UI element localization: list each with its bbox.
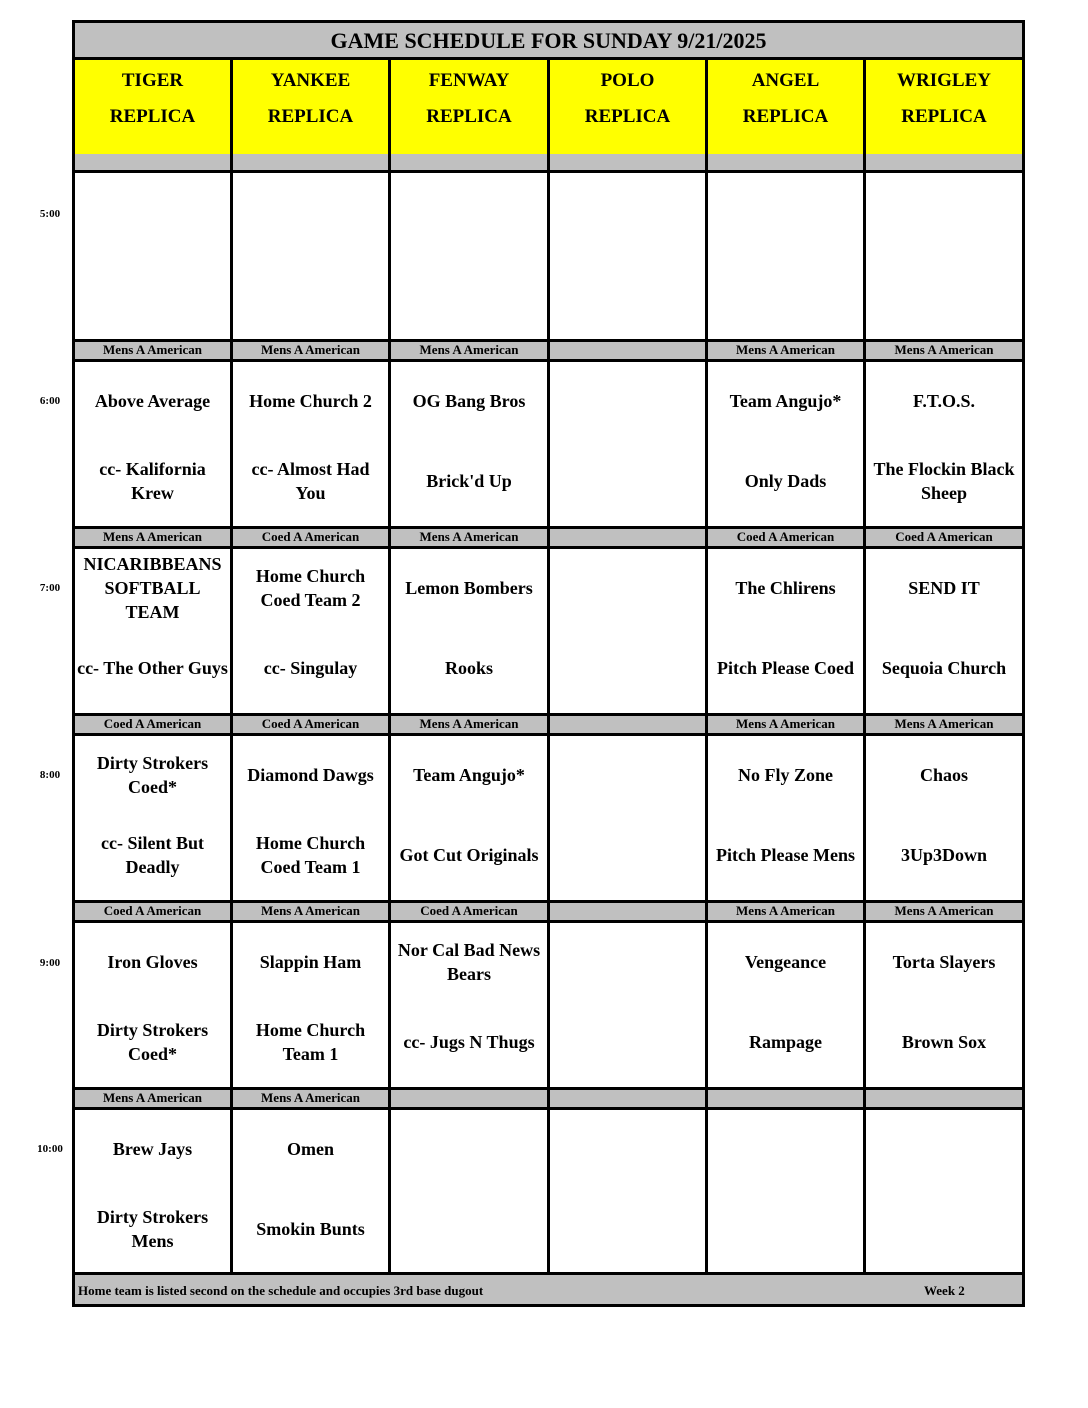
field-subtitle: REPLICA	[584, 106, 671, 127]
away-team	[552, 551, 703, 625]
division-label: Coed A American	[391, 900, 547, 920]
division-label: Coed A American	[75, 900, 230, 920]
field-subtitle: REPLICA	[267, 106, 354, 127]
field-subtitle: REPLICA	[742, 106, 829, 127]
away-team: Lemon Bombers	[405, 578, 533, 598]
away-team: Torta Slayers	[892, 952, 996, 972]
field-header-fenway	[391, 60, 547, 157]
home-team	[552, 257, 703, 331]
away-team: Brew Jays	[112, 1139, 193, 1159]
home-team: Rooks	[444, 658, 493, 678]
field-name: POLO	[600, 70, 655, 91]
column-divider	[705, 60, 708, 1275]
away-team: Diamond Dawgs	[247, 765, 374, 785]
column-divider	[547, 60, 550, 1275]
division-label	[550, 900, 705, 920]
division-label	[550, 1087, 705, 1107]
away-team: Above Average	[94, 391, 211, 411]
division-label: Mens A American	[866, 900, 1022, 920]
division-label: Coed A American	[708, 526, 863, 546]
division-label: Coed A American	[233, 713, 388, 733]
time-slot-label: 6:00	[39, 395, 61, 407]
field-header-polo	[550, 60, 705, 157]
schedule-table	[72, 20, 1025, 1307]
home-team: Rampage	[749, 1032, 822, 1052]
away-team	[710, 177, 861, 251]
field-header-angel	[708, 60, 863, 157]
division-label: Mens A American	[391, 526, 547, 546]
division-label: Mens A American	[391, 713, 547, 733]
away-team	[393, 1112, 545, 1186]
division-label	[550, 526, 705, 546]
home-team: Brown Sox	[901, 1032, 987, 1052]
division-label	[550, 713, 705, 733]
home-team: Dirty Strokers Coed*	[96, 1020, 209, 1064]
away-team: Iron Gloves	[107, 952, 198, 972]
away-team	[868, 1112, 1020, 1186]
division-label: Mens A American	[866, 713, 1022, 733]
away-team: NICARIBBEANS SOFTBALL TEAM	[83, 554, 222, 622]
footer-note: Home team is listed second on the schedule and occupies 3rd base dugout	[78, 1283, 484, 1298]
field-name: FENWAY	[428, 70, 510, 91]
time-slot-label: 8:00	[39, 769, 61, 781]
away-team: Dirty Strokers Coed*	[96, 753, 209, 797]
home-team	[868, 1192, 1020, 1266]
division-label: Mens A American	[233, 900, 388, 920]
time-slot-label: 5:00	[39, 208, 61, 220]
field-subtitle: REPLICA	[426, 106, 512, 127]
away-team: Omen	[287, 1139, 334, 1159]
field-header-tiger	[75, 60, 230, 157]
away-team	[552, 1112, 703, 1186]
home-team: Only Dads	[744, 471, 827, 491]
division-label: Mens A American	[391, 339, 547, 359]
division-label	[391, 1087, 547, 1107]
home-team: Dirty Strokers Mens	[96, 1207, 209, 1251]
field-name: ANGEL	[751, 70, 820, 91]
home-team	[710, 257, 861, 331]
away-team: F.T.O.S.	[912, 391, 976, 411]
home-team: cc- Jugs N Thugs	[403, 1032, 535, 1052]
home-team: 3Up3Down	[900, 845, 988, 865]
home-team: Pitch Please Coed	[717, 658, 854, 678]
page-title: GAME SCHEDULE FOR SUNDAY 9/21/2025	[75, 23, 1022, 60]
home-team: Pitch Please Mens	[716, 845, 855, 865]
time-slot-label: 9:00	[39, 957, 61, 969]
home-team: cc- Kalifornia Krew	[99, 459, 206, 503]
home-team: cc- Silent But Deadly	[101, 833, 204, 877]
division-label: Mens A American	[708, 339, 863, 359]
time-slot-label: 10:00	[37, 1143, 63, 1155]
away-team	[710, 1112, 861, 1186]
division-label: Coed A American	[233, 526, 388, 546]
home-team	[552, 1192, 703, 1266]
home-team: Smokin Bunts	[256, 1219, 365, 1239]
away-team	[77, 177, 228, 251]
column-divider	[863, 60, 866, 1275]
division-label	[708, 1087, 863, 1107]
home-team: Home Church Team 1	[255, 1020, 366, 1064]
home-team	[552, 1005, 703, 1079]
away-team	[868, 177, 1020, 251]
home-team	[235, 257, 386, 331]
division-label	[550, 339, 705, 359]
field-name: TIGER	[121, 70, 184, 91]
division-label: Mens A American	[233, 339, 388, 359]
division-label: Coed A American	[866, 526, 1022, 546]
home-team	[868, 257, 1020, 331]
time-slot-label: 7:00	[39, 582, 61, 594]
home-team: cc- Almost Had You	[251, 459, 370, 503]
division-label: Mens A American	[708, 713, 863, 733]
home-team: Home Church Coed Team 1	[255, 833, 366, 877]
away-team	[552, 925, 703, 999]
week-label: Week 2	[924, 1283, 965, 1298]
home-team: The Flockin Black Sheep	[873, 459, 1015, 503]
away-team: Team Angujo*	[729, 391, 842, 411]
division-label: Mens A American	[708, 900, 863, 920]
away-team	[552, 364, 703, 438]
away-team: OG Bang Bros	[412, 391, 526, 411]
field-subtitle: REPLICA	[109, 106, 196, 127]
home-team	[710, 1192, 861, 1266]
field-name: WRIGLEY	[897, 70, 991, 91]
division-label: Mens A American	[75, 1087, 230, 1107]
away-team: Nor Cal Bad News Bears	[397, 940, 541, 984]
division-label: Coed A American	[75, 713, 230, 733]
field-header-wrigley	[866, 60, 1022, 157]
away-team: Vengeance	[744, 952, 827, 972]
away-team: Home Church 2	[249, 391, 372, 411]
away-team	[552, 738, 703, 812]
away-team: The Chlirens	[735, 578, 836, 598]
home-team	[552, 444, 703, 518]
home-team: Sequoia Church	[881, 658, 1007, 678]
field-subtitle: REPLICA	[901, 106, 987, 127]
division-label: Mens A American	[75, 339, 230, 359]
home-team: Got Cut Originals	[399, 845, 539, 865]
home-team	[393, 1192, 545, 1266]
away-team: SEND IT	[908, 578, 980, 598]
home-team: cc- The Other Guys	[77, 658, 228, 678]
away-team	[552, 177, 703, 251]
home-team	[393, 257, 545, 331]
column-divider	[388, 60, 391, 1275]
away-team: Home Church Coed Team 2	[255, 566, 366, 610]
field-header-yankee	[233, 60, 388, 157]
footer-bar	[75, 1275, 1022, 1304]
division-label: Mens A American	[233, 1087, 388, 1107]
home-team	[552, 631, 703, 705]
column-divider	[230, 60, 233, 1275]
away-team	[393, 177, 545, 251]
field-name: YANKEE	[270, 70, 351, 91]
division-label	[866, 1087, 1022, 1107]
home-team	[552, 818, 703, 892]
away-team: Chaos	[919, 765, 968, 785]
home-team: Brick'd Up	[426, 471, 512, 491]
away-team	[235, 177, 386, 251]
away-team: Slappin Ham	[259, 952, 362, 972]
away-team: No Fly Zone	[737, 765, 833, 785]
home-team: cc- Singulay	[263, 658, 358, 678]
division-label: Mens A American	[75, 526, 230, 546]
away-team: Team Angujo*	[413, 765, 525, 785]
division-label: Mens A American	[866, 339, 1022, 359]
home-team	[77, 257, 228, 331]
